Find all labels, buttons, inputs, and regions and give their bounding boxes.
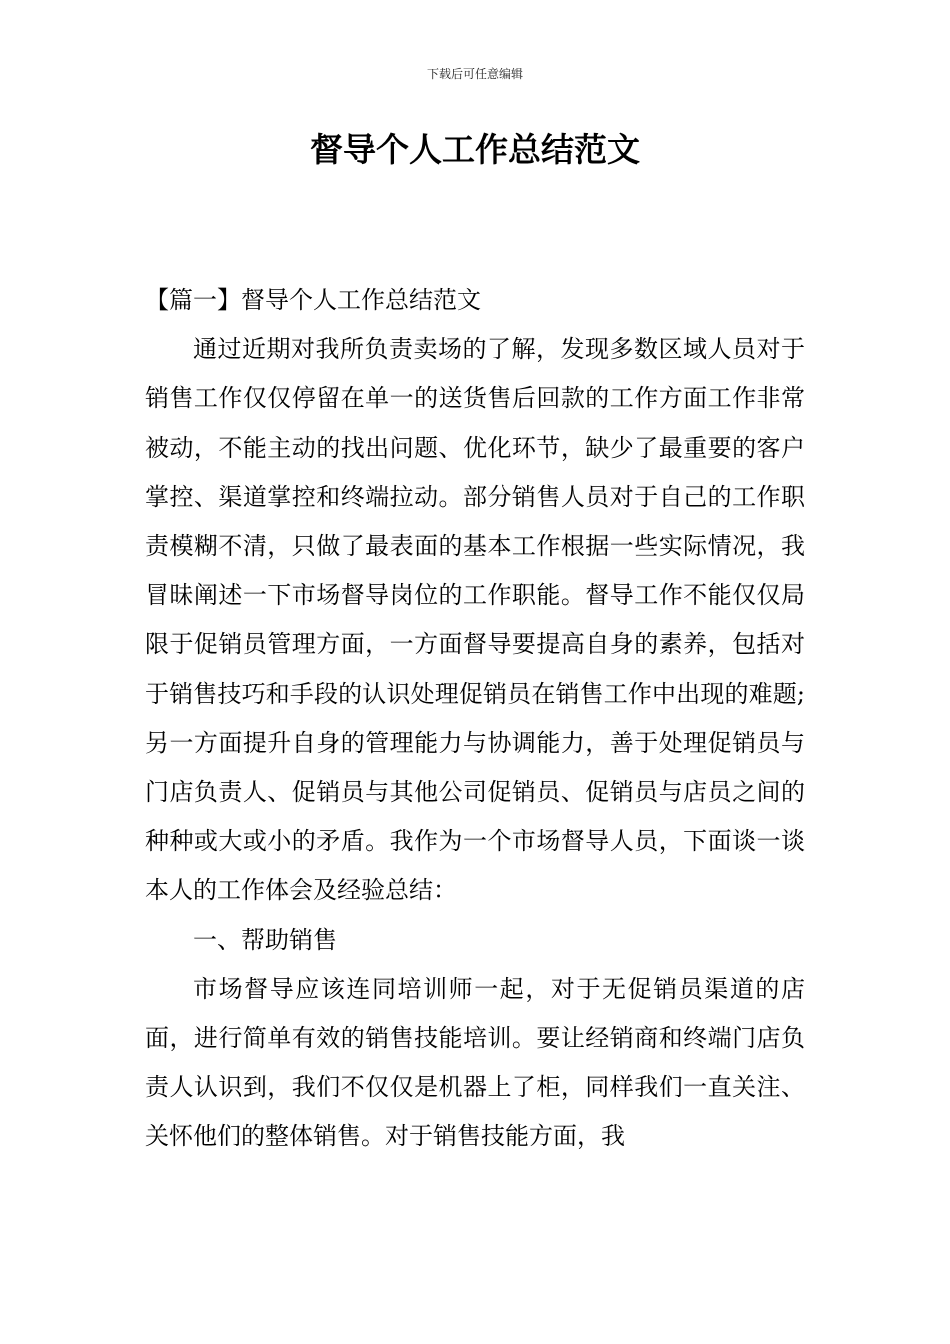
section-heading: 【篇一】督导个人工作总结范文 — [145, 286, 481, 314]
paragraph: 市场督导应该连同培训师一起，对于无促销员渠道的店面，进行简单有效的销售技能培训。要让经销商和终端门店负责人认识到，我们不仅仅是机器上了柜，同样我们一直关注、关怀他们的整体销售。对于销售技能方面，我 — [145, 974, 805, 1151]
subheading: 一、帮助销售 — [193, 925, 337, 954]
document-title: 督导个人工作总结范文 — [310, 130, 640, 169]
document-body — [145, 276, 805, 1162]
header-note: 下载后可任意编辑 — [426, 67, 523, 81]
paragraph: 通过近期对我所负责卖场的了解，发现多数区域人员对于销售工作仅仅停留在单一的送货售后回款的工作方面工作非常被动，不能主动的找出问题、优化环节，缺少了最重要的客户掌控、渠道掌控和终端拉动。部分销售人员对于自己的工作职责模糊不清，只做了最表面的基本工作根据一些实际情况，我冒昧阐述一下市场督导岗位的工作职能。督导工作不能仅仅局限于促销员管理方面，一方面督导要提高自身的素养，包括对于销售技巧和手段的认识处理促销员在销售工作中出现的难题;另一方面提升自身的管理能力与协调能力，善于处理促销员与门店负责人、促销员与其他公司促销员、促销员与店员之间的种种或大或小的矛盾。我作为一个市场督导人员，下面谈一谈本人的工作体会及经验总结： — [145, 335, 805, 905]
